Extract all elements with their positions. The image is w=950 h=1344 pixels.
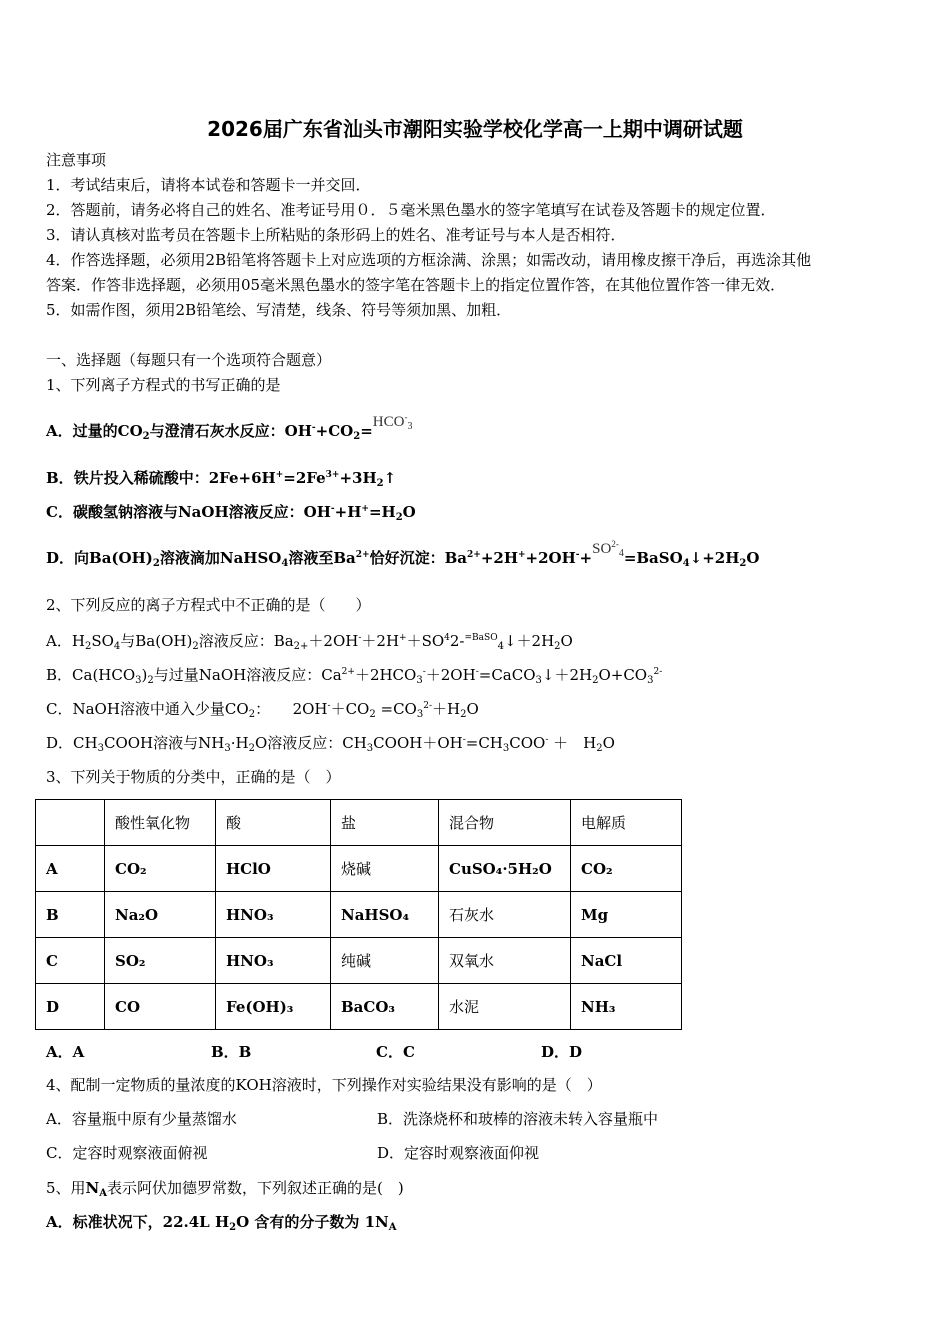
table-cell: BaCO₃ [331,984,439,1030]
q1-option-d: D．向$Ba(OH)_2$溶液滴加NaHSO$_4$溶液至$Ba^{2+}$恰好沉淀：$Ba^{2+}+2H^++2OH^-+SO^{2-}_4=BaSO_4↓+2H_2O$ [46,539,760,569]
q4-option-d: D．定容时观察液面仰视 [377,1144,540,1162]
table-cell: NaHSO₄ [331,892,439,938]
q3-option-a: A．A [46,1043,85,1061]
table-cell: CO₂ [105,846,216,892]
table-cell: 烧碱 [331,846,439,892]
table-row [36,892,682,938]
table-header-row [36,800,682,846]
notice-item: 5．如需作图，须用2B铅笔绘、写清楚，线条、符号等须加黑、加粗． [46,301,512,319]
bicarbonate-formula: $HCO^-_3$ [372,412,413,432]
notice-heading: 注意事项 [46,151,107,169]
table-row [36,846,682,892]
table-cell: SO₂ [105,938,216,984]
table-cell: Na₂O [105,892,216,938]
table-cell: NH₃ [571,984,682,1030]
table-cell: 水泥 [439,984,571,1030]
table-header-cell: 混合物 [439,800,571,846]
q3-option-d: D．D [541,1043,583,1061]
q2-option-a: A．$H_2SO_4$与$Ba(OH)_2$溶液反应：$Ba_{2+}+2OH^-+2H^++SO^42-^{=BaSO}_4↓+2H_2O$ [46,632,573,652]
q3-option-b: B．B [211,1043,252,1061]
table-cell: CO₂ [571,846,682,892]
table-cell: C [36,938,105,984]
table-header-cell: 酸性氧化物 [105,800,216,846]
q1-stem: 1、下列离子方程式的书写正确的是 [46,376,281,394]
q2-stem: 2、下列反应的离子方程式中不正确的是（ ） [46,596,371,614]
table-row [36,984,682,1030]
table-cell: NaCl [571,938,682,984]
q5-stem: 5、用$N_A$表示阿伏加德罗常数，下列叙述正确的是( ) [46,1179,404,1199]
table-cell: CO [105,984,216,1030]
q1-option-b: B．铁片投入稀硫酸中：$2Fe+6H^+=2Fe^{3+}+3H_2↑$ [46,469,397,489]
table-cell: HNO₃ [216,938,331,984]
notice-item: 答案．作答非选择题，必须用05毫米黑色墨水的签字笔在答题卡上的指定位置作答，在其他位置作答一律无效． [46,276,786,294]
table-cell: 双氧水 [439,938,571,984]
q4-option-c: C．定容时观察液面俯视 [46,1144,208,1162]
notice-item: 4．作答选择题，必须用2B铅笔将答题卡上对应选项的方框涂满、涂黑；如需改动，请用橡皮擦干净后，再选涂其他 [46,251,812,269]
q2-option-b: B．$Ca(HCO_3)_2$与过量NaOH溶液反应：$Ca^{2+}+2HCO_3^-+2OH^-=CaCO_3↓+2H_2O+CO_3^{2-}$ [46,666,663,686]
table-cell: 纯碱 [331,938,439,984]
q4-stem: 4、配制一定物质的量浓度的KOH溶液时，下列操作对实验结果没有影响的是（ ） [46,1076,602,1094]
table-header-cell: 酸 [216,800,331,846]
table-header-cell: 电解质 [571,800,682,846]
q5-option-a: A．标准状况下，22.4L $H_2O$ 含有的分子数为 $1N_A$ [46,1213,397,1233]
table-cell: HClO [216,846,331,892]
table-cell: 石灰水 [439,892,571,938]
notice-item: 3．请认真核对监考员在答题卡上所粘贴的条形码上的姓名、准考证号与本人是否相符． [46,226,626,244]
table-cell: A [36,846,105,892]
section-heading: 一、选择题（每题只有一个选项符合题意） [46,351,332,369]
table-cell: D [36,984,105,1030]
notice-item: 2．答题前，请务必将自己的姓名、准考证号用０．５毫米黑色墨水的签字笔填写在试卷及答题卡的规定位置． [46,201,776,219]
table-cell: B [36,892,105,938]
q3-option-c: C．C [376,1043,415,1061]
table-header-cell: 盐 [331,800,439,846]
q2-option-d: D．$CH_3COOH$溶液与$NH_3\cdot H_2O$溶液反应：$CH_3COOH+OH^-=CH_3COO^-$ ＋ $H_2O$ [46,734,615,754]
sulfate-formula: $SO^{2-}_4$ [592,539,624,559]
table-cell: HNO₃ [216,892,331,938]
q4-option-a: A．容量瓶中原有少量蒸馏水 [46,1110,237,1128]
table-cell: Mg [571,892,682,938]
table-row [36,938,682,984]
table-header-cell [36,800,105,846]
classification-table [35,799,682,1030]
q4-option-b: B．洗涤烧杯和玻棒的溶液未转入容量瓶中 [377,1110,659,1128]
q1-option-a: A．过量的$CO_2$与澄清石灰水反应：$OH^-+CO_2=HCO^-_3$ [46,412,413,442]
q1-option-c: C．碳酸氢钠溶液与NaOH溶液反应：$OH^-+H^+=H_2O$ [46,503,416,523]
table-cell: Fe(OH)₃ [216,984,331,1030]
q2-option-c: C．NaOH溶液中通入少量$CO_2$： $2OH^-+CO_2 =CO_3^{2-}+H_2O$ [46,700,479,720]
table-cell: CuSO₄·5H₂O [439,846,571,892]
q3-stem: 3、下列关于物质的分类中，正确的是（ ） [46,768,341,786]
notice-item: 1．考试结束后，请将本试卷和答题卡一并交回． [46,176,371,194]
page-title: 2026届广东省汕头市潮阳实验学校化学高一上期中调研试题 [207,117,743,141]
